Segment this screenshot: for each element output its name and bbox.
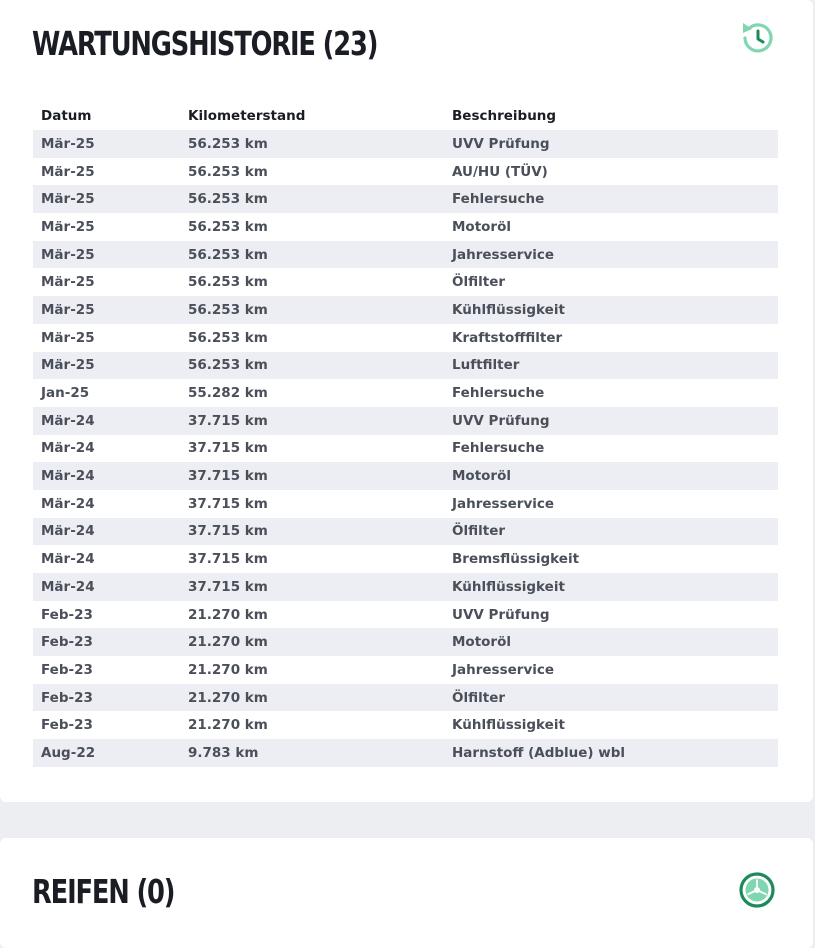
cell-description: Jahresservice bbox=[444, 490, 778, 518]
cell-description: UVV Prüfung bbox=[444, 601, 778, 629]
cell-date: Mär-25 bbox=[33, 268, 180, 296]
table-row bbox=[33, 739, 778, 767]
cell-description: Fehlersuche bbox=[444, 185, 778, 213]
table-row bbox=[33, 379, 778, 407]
table-row bbox=[33, 490, 778, 518]
cell-date: Mär-25 bbox=[33, 241, 180, 269]
cell-date: Jan-25 bbox=[33, 379, 180, 407]
cell-mileage: 56.253 km bbox=[180, 130, 444, 158]
cell-description: Ölfilter bbox=[444, 684, 778, 712]
cell-description: Motoröl bbox=[444, 628, 778, 656]
cell-description: Jahresservice bbox=[444, 656, 778, 684]
column-header-date: Datum bbox=[41, 108, 92, 124]
table-row bbox=[33, 407, 778, 435]
cell-mileage: 9.783 km bbox=[180, 739, 444, 767]
history-icon[interactable] bbox=[737, 18, 777, 58]
cell-date: Mär-24 bbox=[33, 490, 180, 518]
cell-mileage: 56.253 km bbox=[180, 268, 444, 296]
cell-date: Mär-25 bbox=[33, 352, 180, 380]
table-row bbox=[33, 628, 778, 656]
cell-date: Feb-23 bbox=[33, 684, 180, 712]
cell-date: Feb-23 bbox=[33, 656, 180, 684]
table-row bbox=[33, 435, 778, 463]
table-row bbox=[33, 656, 778, 684]
cell-mileage: 55.282 km bbox=[180, 379, 444, 407]
table-row bbox=[33, 545, 778, 573]
table-row bbox=[33, 130, 778, 158]
cell-mileage: 37.715 km bbox=[180, 435, 444, 463]
cell-mileage: 37.715 km bbox=[180, 573, 444, 601]
cell-mileage: 56.253 km bbox=[180, 213, 444, 241]
cell-description: AU/HU (TÜV) bbox=[444, 158, 778, 186]
maintenance-table-body bbox=[33, 130, 778, 767]
cell-date: Mär-25 bbox=[33, 130, 180, 158]
cell-description: Ölfilter bbox=[444, 268, 778, 296]
table-row bbox=[33, 213, 778, 241]
cell-date: Mär-24 bbox=[33, 462, 180, 490]
table-row bbox=[33, 518, 778, 546]
cell-date: Feb-23 bbox=[33, 628, 180, 656]
maintenance-table bbox=[33, 102, 778, 767]
cell-mileage: 56.253 km bbox=[180, 185, 444, 213]
cell-mileage: 37.715 km bbox=[180, 545, 444, 573]
cell-description: Harnstoff (Adblue) wbl bbox=[444, 739, 778, 767]
cell-date: Mär-24 bbox=[33, 518, 180, 546]
cell-mileage: 21.270 km bbox=[180, 711, 444, 739]
table-row bbox=[33, 158, 778, 186]
table-row bbox=[33, 684, 778, 712]
table-header-row bbox=[33, 102, 778, 130]
cell-mileage: 56.253 km bbox=[180, 352, 444, 380]
table-row bbox=[33, 352, 778, 380]
cell-date: Feb-23 bbox=[33, 711, 180, 739]
cell-description: Kühlflüssigkeit bbox=[444, 711, 778, 739]
cell-description: Kraftstofffilter bbox=[444, 324, 778, 352]
cell-description: Kühlflüssigkeit bbox=[444, 573, 778, 601]
column-header-description: Beschreibung bbox=[452, 108, 557, 124]
cell-mileage: 56.253 km bbox=[180, 296, 444, 324]
cell-date: Mär-25 bbox=[33, 324, 180, 352]
column-header-mileage: Kilometerstand bbox=[188, 108, 306, 124]
cell-mileage: 56.253 km bbox=[180, 158, 444, 186]
table-row bbox=[33, 324, 778, 352]
cell-mileage: 21.270 km bbox=[180, 656, 444, 684]
cell-mileage: 37.715 km bbox=[180, 490, 444, 518]
table-row bbox=[33, 462, 778, 490]
cell-date: Mär-25 bbox=[33, 213, 180, 241]
table-row bbox=[33, 711, 778, 739]
cell-date: Aug-22 bbox=[33, 739, 180, 767]
cell-date: Feb-23 bbox=[33, 601, 180, 629]
cell-mileage: 56.253 km bbox=[180, 324, 444, 352]
cell-date: Mär-25 bbox=[33, 185, 180, 213]
cell-date: Mär-24 bbox=[33, 573, 180, 601]
cell-description: Bremsflüssigkeit bbox=[444, 545, 778, 573]
cell-description: UVV Prüfung bbox=[444, 130, 778, 158]
table-row bbox=[33, 268, 778, 296]
cell-description: Ölfilter bbox=[444, 518, 778, 546]
table-row bbox=[33, 601, 778, 629]
maintenance-history-title: WARTUNGSHISTORIE (23) bbox=[32, 24, 378, 63]
cell-date: Mär-24 bbox=[33, 435, 180, 463]
table-row bbox=[33, 185, 778, 213]
cell-date: Mär-25 bbox=[33, 158, 180, 186]
cell-description: Jahresservice bbox=[444, 241, 778, 269]
cell-date: Mär-24 bbox=[33, 545, 180, 573]
cell-description: Luftfilter bbox=[444, 352, 778, 380]
cell-mileage: 37.715 km bbox=[180, 518, 444, 546]
cell-mileage: 21.270 km bbox=[180, 628, 444, 656]
table-row bbox=[33, 296, 778, 324]
wheel-icon[interactable] bbox=[737, 870, 777, 910]
cell-description: Fehlersuche bbox=[444, 435, 778, 463]
cell-date: Mär-25 bbox=[33, 296, 180, 324]
cell-description: Kühlflüssigkeit bbox=[444, 296, 778, 324]
cell-description: Motoröl bbox=[444, 213, 778, 241]
cell-description: Fehlersuche bbox=[444, 379, 778, 407]
cell-date: Mär-24 bbox=[33, 407, 180, 435]
cell-mileage: 21.270 km bbox=[180, 684, 444, 712]
cell-description: Motoröl bbox=[444, 462, 778, 490]
cell-mileage: 37.715 km bbox=[180, 407, 444, 435]
cell-mileage: 21.270 km bbox=[180, 601, 444, 629]
cell-description: UVV Prüfung bbox=[444, 407, 778, 435]
table-row bbox=[33, 241, 778, 269]
tires-title: REIFEN (0) bbox=[32, 872, 175, 911]
cell-mileage: 37.715 km bbox=[180, 462, 444, 490]
cell-mileage: 56.253 km bbox=[180, 241, 444, 269]
table-row bbox=[33, 573, 778, 601]
